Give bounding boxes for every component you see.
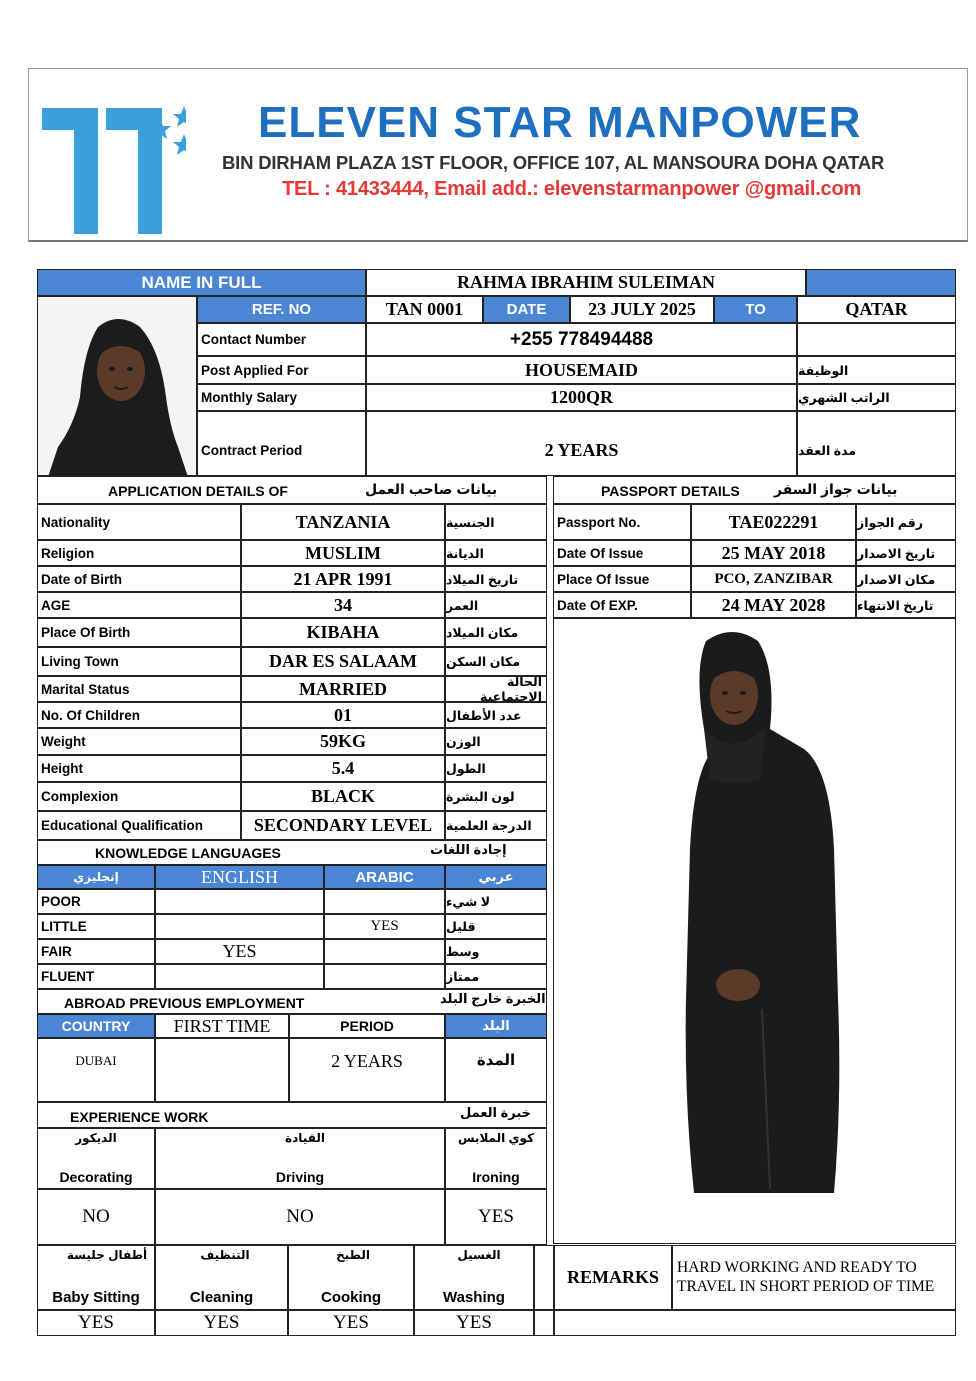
english-cell: [155, 914, 324, 939]
salary-value: 1200QR: [366, 384, 797, 411]
app-row-label: Height: [37, 755, 241, 782]
arabic-cell: [324, 939, 445, 964]
arabic-cell: [324, 889, 445, 914]
app-row-value: KIBAHA: [241, 618, 445, 647]
arabic-ar-header: عربي: [445, 865, 547, 889]
app-row-label: Marital Status: [37, 676, 241, 702]
experience-label: Driving: [275, 1169, 325, 1185]
language-level-ar: لا شيء: [445, 889, 547, 914]
language-level-ar: وسط: [445, 939, 547, 964]
first-time-header: FIRST TIME: [155, 1014, 289, 1038]
language-level: LITTLE: [37, 914, 155, 939]
app-row-ar: تاريخ الميلاد: [445, 566, 547, 592]
date-label: DATE: [483, 296, 570, 323]
app-row-label: AGE: [37, 592, 241, 618]
experience-value: YES: [288, 1310, 414, 1336]
employment-title: ABROAD PREVIOUS EMPLOYMENT: [64, 995, 305, 1011]
experience-spacer: [534, 1310, 554, 1336]
experience-ar: كوي الملابس: [457, 1131, 535, 1145]
experience-label: Cooking: [321, 1289, 381, 1306]
contact-label: Contact Number: [197, 323, 366, 356]
app-row-ar: الحالة الاجتماعية: [445, 676, 547, 702]
app-row-label: Nationality: [37, 504, 241, 540]
contract-ar: مدة العقد: [797, 411, 956, 476]
app-row-value: SECONDARY LEVEL: [241, 811, 445, 840]
experience-value: YES: [445, 1189, 547, 1245]
languages-title: KNOWLEDGE LANGUAGES: [95, 845, 281, 861]
app-row-ar: الجنسية: [445, 504, 547, 540]
period-header: PERIOD: [289, 1014, 445, 1038]
app-row-value: MUSLIM: [241, 540, 445, 566]
passport-row-label: Passport No.: [553, 504, 691, 540]
first-time-cell: [155, 1038, 289, 1102]
app-row-label: Educational Qualification: [37, 811, 241, 840]
app-row-label: Weight: [37, 728, 241, 755]
english-cell: [155, 964, 324, 989]
to-value: QATAR: [797, 296, 956, 323]
english-ar-header: إنجليزي: [37, 865, 155, 889]
experience-label: Decorating: [59, 1169, 133, 1185]
salary-label: Monthly Salary: [197, 384, 366, 411]
app-row-label: Living Town: [37, 647, 241, 676]
language-level: POOR: [37, 889, 155, 914]
experience-label: Baby Sitting: [52, 1289, 140, 1306]
arabic-header: ARABIC: [324, 865, 445, 889]
experience-ar: الطبخ: [336, 1248, 370, 1262]
app-row-value: 01: [241, 702, 445, 728]
company-name: ELEVEN STAR MANPOWER: [258, 98, 862, 147]
passport-row-label: Date Of Issue: [553, 540, 691, 566]
post-ar: الوظيفة: [797, 356, 956, 384]
contact-number: +255 778494488: [366, 323, 797, 356]
application-title-ar: بيانات صاحب العمل: [365, 481, 498, 497]
passport-row-label: Place Of Issue: [553, 566, 691, 592]
to-label: TO: [714, 296, 797, 323]
app-row-ar: الوزن: [445, 728, 547, 755]
experience-value: YES: [414, 1310, 534, 1336]
app-row-value: TANZANIA: [241, 504, 445, 540]
app-row-value: 21 APR 1991: [241, 566, 445, 592]
country-header: COUNTRY: [37, 1014, 155, 1038]
experience-ar: أطفال جليسة: [66, 1248, 148, 1262]
company-address: BIN DIRHAM PLAZA 1ST FLOOR, OFFICE 107, AL MANSOURA DOHA QATAR: [222, 152, 885, 173]
app-row-label: Date of Birth: [37, 566, 241, 592]
passport-row-ar: رقم الجواز: [856, 504, 956, 540]
experience-label: Ironing: [472, 1169, 520, 1185]
arabic-cell: YES: [324, 914, 445, 939]
app-row-value: MARRIED: [241, 676, 445, 702]
date-value: 23 JULY 2025: [570, 296, 714, 323]
star-icon: [173, 134, 186, 155]
remarks-label: REMARKS: [554, 1245, 672, 1310]
contract-label: Contract Period: [197, 411, 366, 476]
period-value: 2 YEARS: [289, 1038, 445, 1102]
country-value: DUBAI: [37, 1038, 155, 1102]
application-title: APPLICATION DETAILS OF: [108, 483, 288, 499]
experience-title: EXPERIENCE WORK: [70, 1109, 209, 1125]
experience-title-ar: خبرة العمل: [460, 1105, 532, 1120]
app-row-label: Complexion: [37, 782, 241, 811]
app-row-value: DAR ES SALAAM: [241, 647, 445, 676]
applicant-full-body-photo: [553, 618, 956, 1244]
remarks-text: HARD WORKING AND READY TO TRAVEL IN SHORT PERIOD OF TIME: [672, 1245, 956, 1310]
name-label: NAME IN FULL: [37, 269, 366, 296]
language-level-ar: ممتاز: [445, 964, 547, 989]
post-label: Post Applied For: [197, 356, 366, 384]
app-row-ar: الدرجة العلمية: [445, 811, 547, 840]
remarks-footer-cell: [554, 1310, 956, 1336]
experience-value: YES: [155, 1310, 288, 1336]
experience-value: YES: [37, 1310, 155, 1336]
passport-row-ar: تاريخ الاصدار: [856, 540, 956, 566]
app-row-value: 5.4: [241, 755, 445, 782]
passport-row-label: Date Of EXP.: [553, 592, 691, 618]
salary-ar: الراتب الشهري: [797, 384, 956, 411]
period-ar: المدة: [445, 1038, 547, 1102]
app-row-value: 34: [241, 592, 445, 618]
company-contact: TEL : 41433444, Email add.: elevenstarmanpower @gmail.com: [282, 178, 862, 200]
experience-label: Washing: [443, 1289, 505, 1306]
passport-title: PASSPORT DETAILS: [601, 483, 740, 499]
experience-value: NO: [155, 1189, 445, 1245]
app-row-ar: مكان السكن: [445, 647, 547, 676]
experience-ar: القيادة: [285, 1131, 325, 1145]
experience-label: Cleaning: [189, 1289, 254, 1306]
experience-ar: الديكور: [75, 1131, 117, 1145]
experience-value: NO: [37, 1189, 155, 1245]
experience-ar: الغسيل: [457, 1248, 501, 1262]
country-ar-header: البلد: [445, 1014, 547, 1038]
arabic-cell: [324, 964, 445, 989]
app-row-ar: عدد الأطفال: [445, 702, 547, 728]
passport-row-value: 25 MAY 2018: [691, 540, 856, 566]
english-header: ENGLISH: [155, 865, 324, 889]
passport-title-ar: بيانات جواز السفر: [774, 481, 898, 497]
name-accent: [806, 269, 956, 296]
language-level: FLUENT: [37, 964, 155, 989]
language-level-ar: قليل: [445, 914, 547, 939]
ref-label: REF. NO: [197, 296, 366, 323]
contract-value: 2 YEARS: [366, 411, 797, 476]
experience-spacer: [534, 1245, 554, 1310]
passport-row-value: PCO, ZANZIBAR: [691, 566, 856, 592]
app-row-ar: مكان الميلاد: [445, 618, 547, 647]
passport-row-value: 24 MAY 2028: [691, 592, 856, 618]
applicant-portrait-photo: [37, 296, 197, 476]
english-cell: YES: [155, 939, 324, 964]
full-name: RAHMA IBRAHIM SULEIMAN: [366, 269, 806, 296]
language-level: FAIR: [37, 939, 155, 964]
logo-one-left: [42, 108, 98, 234]
star-icon: [173, 106, 186, 127]
employment-title-ar: الخبرة خارج البلد: [440, 991, 546, 1006]
app-row-label: Religion: [37, 540, 241, 566]
app-row-ar: الطول: [445, 755, 547, 782]
contact-ar-cell: [797, 323, 956, 356]
languages-title-ar: إجادة اللغات: [430, 842, 507, 857]
english-cell: [155, 889, 324, 914]
experience-ar: التنظيف: [200, 1248, 250, 1262]
post-value: HOUSEMAID: [366, 356, 797, 384]
app-row-value: BLACK: [241, 782, 445, 811]
app-row-value: 59KG: [241, 728, 445, 755]
app-row-ar: الديانة: [445, 540, 547, 566]
app-row-label: Place Of Birth: [37, 618, 241, 647]
app-row-ar: لون البشرة: [445, 782, 547, 811]
app-row-ar: العمر: [445, 592, 547, 618]
ref-number: TAN 0001: [366, 296, 483, 323]
passport-row-value: TAE022291: [691, 504, 856, 540]
passport-row-ar: مكان الاصدار: [856, 566, 956, 592]
company-logo: [36, 100, 186, 240]
passport-row-ar: تاريخ الانتهاء: [856, 592, 956, 618]
app-row-label: No. Of Children: [37, 702, 241, 728]
